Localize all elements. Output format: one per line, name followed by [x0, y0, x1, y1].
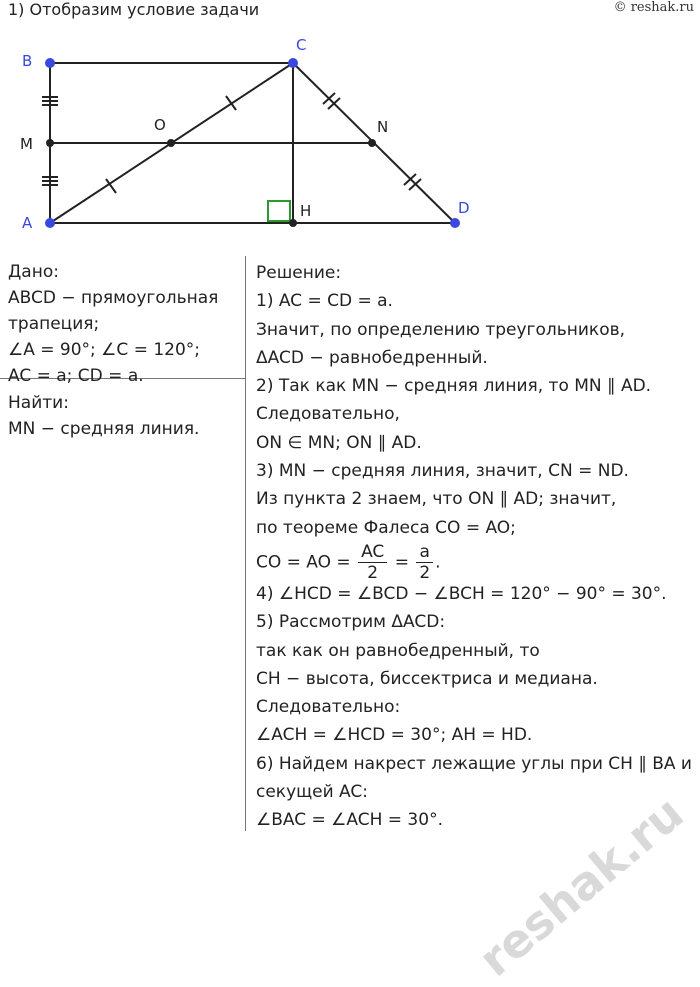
solution-line: Значит, по определению треугольников, — [256, 319, 626, 340]
label-n: N — [377, 118, 389, 136]
find-heading: Найти: — [8, 393, 69, 413]
fraction-denominator: 2 — [367, 562, 379, 583]
solution-line: ∠ACH = ∠HCD = 30°; AH = HD. — [256, 725, 533, 746]
fraction-denominator: 2 — [419, 562, 431, 583]
solution-line: 5) Рассмотрим ΔACD: — [256, 612, 446, 633]
given-line: AC = a; CD = a. — [8, 366, 144, 386]
given-line: ∠A = 90°; ∠C = 120°; — [8, 340, 201, 360]
solution-line: 1) AC = CD = a. — [256, 291, 393, 312]
given-line: ABCD − прямоугольная — [8, 288, 219, 308]
fraction-numerator: a — [416, 542, 433, 563]
solution-heading: Решение: — [256, 263, 342, 283]
solution-line: 2) Так как MN − средняя линия, то MN ∥ AD. — [256, 376, 652, 397]
point-h — [289, 219, 297, 227]
solution-line: по теореме Фалеса CO = AO; — [256, 517, 516, 538]
point-b — [45, 58, 55, 68]
point-c — [288, 58, 298, 68]
fraction-numerator: AC — [358, 542, 387, 563]
label-d: D — [458, 199, 470, 217]
given-heading: Дано: — [8, 262, 59, 282]
solution-line: ΔACD − равнобедренный. — [256, 347, 488, 368]
given-line: трапеция; — [8, 314, 100, 334]
solution-line: 3) MN − средняя линия, значит, CN = ND. — [256, 461, 629, 482]
find-text: MN − средняя линия. — [8, 419, 200, 439]
formula-lhs: CO = AO = — [256, 552, 351, 573]
label-b: B — [22, 52, 33, 70]
solution-line: Из пункта 2 знаем, что ON ∥ AD; значит, — [256, 489, 617, 510]
point-m — [46, 139, 54, 147]
solution-line: 6) Найдем накрест лежащие углы при CH ∥ BA и — [256, 753, 692, 774]
solution-section — [256, 259, 696, 835]
fraction-a-2 — [416, 542, 433, 583]
header-title: 1) Отобразим условие задачи — [8, 0, 260, 19]
solution-line: ∠BAC = ∠ACH = 30°. — [256, 810, 443, 831]
solution-line: CH − высота, биссектриса и медиана. — [256, 668, 598, 689]
solution-line: секущей AC: — [256, 782, 368, 803]
copyright-text: © reshak.ru — [613, 0, 694, 15]
trapezoid-figure — [0, 30, 700, 252]
label-a: A — [22, 214, 33, 232]
formula-equals: = — [394, 552, 409, 573]
point-n — [368, 139, 376, 147]
column-divider — [245, 256, 246, 831]
label-c: C — [296, 36, 307, 54]
figure-lines — [50, 63, 455, 223]
solution-line: так как он равнобедренный, то — [256, 640, 540, 661]
given-section — [8, 259, 244, 442]
label-h: H — [300, 202, 312, 220]
fraction-ac-2 — [358, 542, 387, 583]
point-d — [450, 218, 460, 228]
point-o — [167, 139, 175, 147]
label-m: M — [20, 135, 33, 153]
label-o: O — [154, 116, 166, 134]
solution-line: 4) ∠HCD = ∠BCD − ∠BCH = 120° − 90° = 30°. — [256, 583, 667, 604]
point-a — [45, 218, 55, 228]
solution-line: Следовательно: — [256, 697, 401, 718]
solution-line: ON ∈ MN; ON ∥ AD. — [256, 432, 422, 453]
solution-line: Следовательно, — [256, 404, 400, 425]
fraction-formula — [256, 541, 696, 583]
watermark: reshak.ru — [468, 785, 694, 987]
right-angle-marker — [268, 201, 290, 221]
formula-end: . — [435, 552, 441, 573]
